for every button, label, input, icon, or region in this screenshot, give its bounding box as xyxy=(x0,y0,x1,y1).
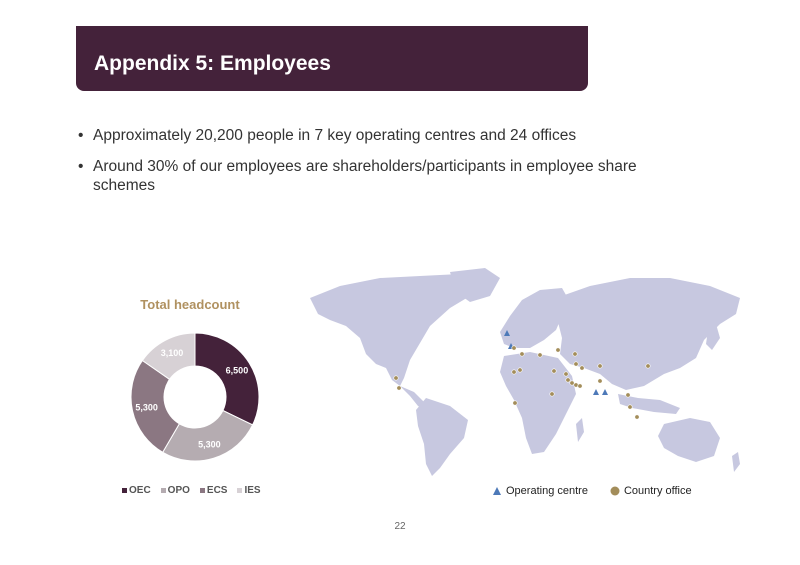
country-office-marker xyxy=(566,378,570,382)
donut-label-ecs: 5,300 xyxy=(135,402,158,413)
circle-icon xyxy=(610,486,620,496)
operating-centre-marker xyxy=(602,389,608,395)
chart-title: Total headcount xyxy=(140,297,240,312)
continent-madagascar xyxy=(576,418,584,442)
donut-label-oec: 6,500 xyxy=(225,365,249,376)
donut-slice-opo xyxy=(163,411,253,461)
country-office-marker xyxy=(626,393,630,397)
country-office-marker xyxy=(513,401,517,405)
country-office-marker xyxy=(598,364,602,368)
legend-label: IES xyxy=(244,485,261,496)
country-office-marker xyxy=(564,372,568,376)
legend-item-ecs xyxy=(200,485,228,496)
continent-africa xyxy=(500,352,576,454)
map-legend-country-office xyxy=(610,485,692,497)
legend-item-oec xyxy=(122,485,151,496)
page-title: Appendix 5: Employees xyxy=(94,52,331,75)
legend-swatch xyxy=(237,488,242,493)
bullet-text: Around 30% of our employees are shareholders/participants in employee share schemes xyxy=(93,158,637,194)
legend-item-opo xyxy=(161,485,190,496)
legend-swatch xyxy=(200,488,205,493)
bullet-list xyxy=(78,126,658,207)
headcount-donut-chart xyxy=(120,322,270,472)
donut-label-ies: 3,100 xyxy=(160,348,184,359)
continent-north-america xyxy=(310,274,478,386)
country-office-marker xyxy=(646,364,650,368)
country-office-marker xyxy=(598,379,602,383)
country-office-marker xyxy=(520,352,524,356)
title-banner xyxy=(76,26,588,91)
country-office-marker xyxy=(578,384,582,388)
country-office-marker xyxy=(635,415,639,419)
donut-label-opo: 5,300 xyxy=(198,439,221,450)
legend-label: OEC xyxy=(129,485,151,496)
donut-slice-oec xyxy=(195,333,259,425)
bullet-item: • Approximately 20,200 people in 7 key operating centres and 24 offices xyxy=(78,127,577,144)
country-office-marker xyxy=(552,369,556,373)
country-office-marker xyxy=(573,352,577,356)
legend-item-ies xyxy=(237,485,260,496)
country-office-marker xyxy=(394,376,398,380)
bullet-text: Approximately 20,200 people in 7 key operating centres and 24 offices xyxy=(93,127,577,144)
map-legend-operating-centre xyxy=(492,485,588,497)
legend-swatch xyxy=(161,488,166,493)
legend-label: OPO xyxy=(167,485,190,496)
chart-legend xyxy=(122,485,261,496)
country-office-marker xyxy=(512,346,516,350)
country-office-marker xyxy=(580,366,584,370)
operating-centre-marker xyxy=(593,389,599,395)
country-office-marker xyxy=(397,386,401,390)
country-office-marker xyxy=(512,370,516,374)
triangle-icon xyxy=(492,486,502,496)
country-office-marker xyxy=(570,381,574,385)
continent-south-america xyxy=(416,398,468,476)
map-legend-country-office-label: Country office xyxy=(623,485,692,497)
legend-label: ECS xyxy=(206,485,228,496)
country-office-marker xyxy=(538,353,542,357)
country-office-marker xyxy=(628,405,632,409)
page-number: 22 xyxy=(394,521,406,532)
bullet-item: • Around 30% of our employees are shareholders/participants in employee share schemes xyxy=(78,158,637,194)
world-map xyxy=(300,268,750,478)
country-office-marker xyxy=(574,362,578,366)
country-office-marker xyxy=(550,392,554,396)
map-legend-operating-centre-label: Operating centre xyxy=(506,485,588,497)
country-office-marker xyxy=(574,383,578,387)
continent-new-zealand xyxy=(732,452,740,472)
map-legend xyxy=(492,485,692,497)
legend-swatch xyxy=(122,488,127,493)
country-office-marker xyxy=(556,348,560,352)
continent-australia xyxy=(658,418,720,462)
country-office-marker xyxy=(518,368,522,372)
